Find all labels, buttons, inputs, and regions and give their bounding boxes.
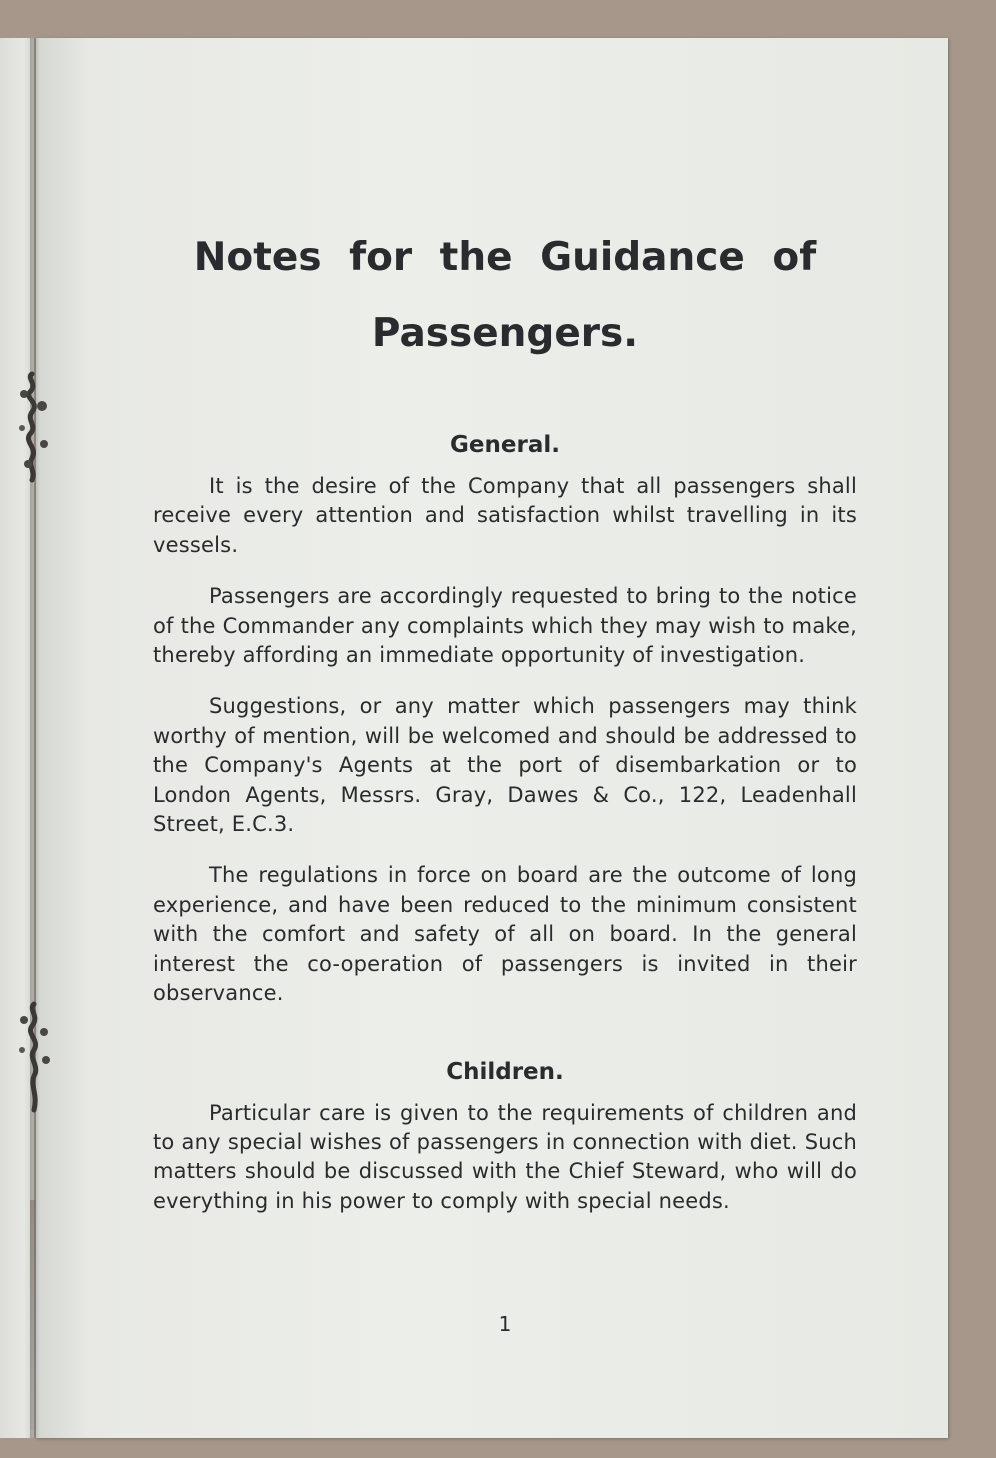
page-title: Notes for the Guidance of Passengers. <box>193 235 817 356</box>
staple-icon <box>14 998 54 1114</box>
section-heading-general: General. <box>450 432 560 458</box>
paragraph: Particular care is given to the requirements of children and to any special wishes of passengers in connection with diet. Such matters should be discussed with the Chief Steward, who will do everything in his power to comply with special needs. <box>153 1100 857 1213</box>
binding-thread <box>30 1200 36 1430</box>
paragraph: Passengers are accordingly requested to bring to the notice of the Commander any complaints which they may wish to make, thereby affording an immediate opportunity of investigation. <box>153 584 857 668</box>
facing-page-edge <box>0 38 34 1438</box>
page-content <box>153 220 857 1238</box>
paragraph: The regulations in force on board are the outcome of long experience, and have been reduced to the minimum consistent with the comfort and safety of all on board. In the general interest the co-operation of passengers is invited in their observance. <box>153 863 857 1006</box>
page-number: 1 <box>498 1312 512 1336</box>
paragraph: Suggestions, or any matter which passengers may think worthy of mention, will be welcomed and should be addressed to the Company's Agents at the port of disembarkation or to London Agents, Messrs. Gray, Dawes & Co., 122, Leadenhall Street, E.C.3. <box>153 694 857 837</box>
paragraph: It is the desire of the Company that all passengers shall receive every attention and satisfaction whilst travelling in its vessels. <box>153 474 857 557</box>
section-heading-children: Children. <box>446 1058 564 1085</box>
staple-icon <box>14 368 54 484</box>
